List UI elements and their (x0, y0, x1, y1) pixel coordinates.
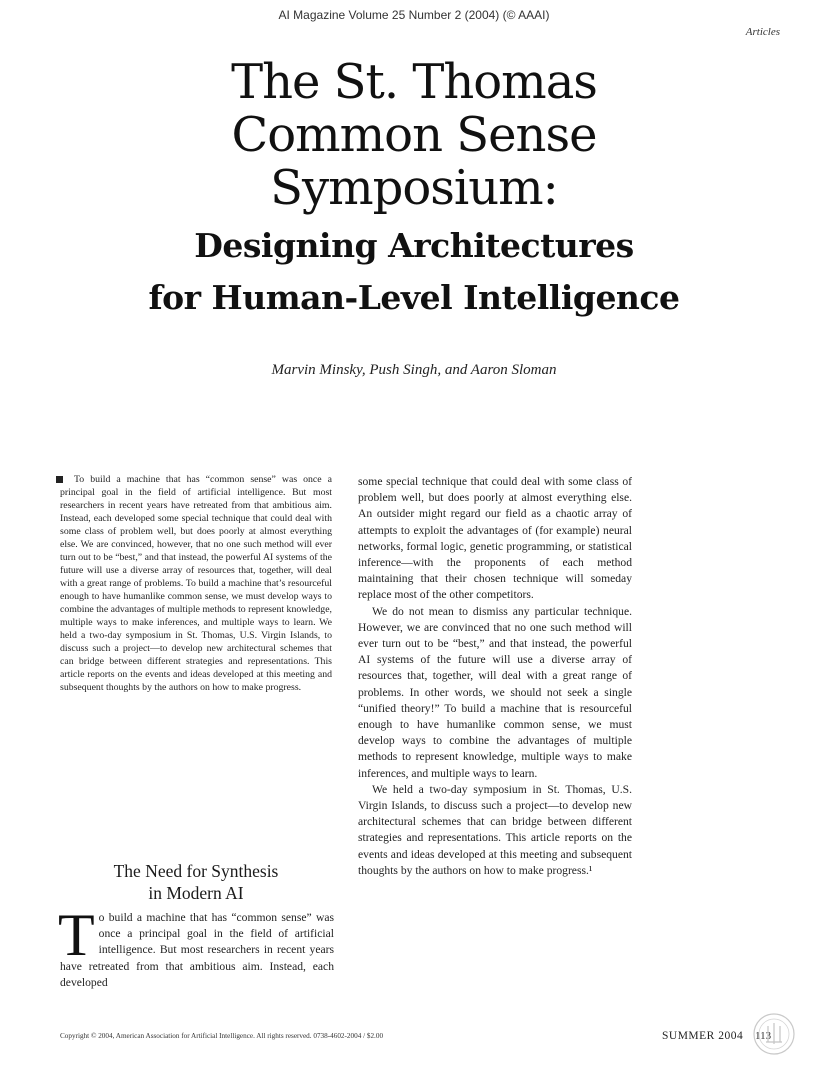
subtitle-line: Designing Architectures (194, 226, 634, 265)
body-paragraph: We do not mean to dismiss any particular technique. However, we are convinced that no one such method will ever turn out to be “best,” and that instead, the powerful AI systems of the future will use a diverse array of resources that, together, will deal with a great range of problems. In other words, we should not seek a single “unified theory!” To build a machine that is resourceful enough to have humanlike common sense, we must develop ways to combine the advantages of multiple methods to represent knowledge, multiple ways to make inferences, and multiple ways to learn. (358, 604, 632, 780)
subtitle-line: for Human-Level Intelligence (148, 278, 680, 317)
article-subtitle (0, 220, 828, 324)
copyright-notice: Copyright © 2004, American Association for Artificial Intelligence. All rights reserved. 0738-4602-2004 / $2.00 (60, 1032, 384, 1040)
issue-label: SUMMER 2004 (662, 1030, 744, 1042)
title-line: The St. Thomas (231, 54, 597, 110)
left-column-body (58, 902, 334, 991)
article-title (0, 56, 828, 215)
page-number: 113 (755, 1030, 772, 1042)
right-column-body (358, 474, 632, 879)
abstract (60, 473, 332, 694)
seal-watermark-icon (752, 1012, 796, 1056)
body-paragraph: o build a machine that has “common sense” was once a principal goal in the field of artificial intelligence. But most researchers in recent years have retreated from that ambitious aim. Instead, each developed (60, 911, 334, 989)
drop-cap: T (58, 902, 95, 968)
publication-line: AI Magazine Volume 25 Number 2 (2004) (© AAAI) (278, 8, 550, 22)
section-heading-line: in Modern AI (148, 883, 244, 903)
title-line: Common Sense (231, 107, 597, 163)
abstract-bullet-icon (56, 476, 63, 483)
body-paragraph: We held a two-day symposium in St. Thomas, U.S. Virgin Islands, to discuss such a project—to develop new architectural schemes that can bridge between different strategies and representations. This article reports on the events and ideas developed at this meeting and subsequent thoughts by the authors on how to make progress.¹ (358, 782, 632, 877)
author-byline: Marvin Minsky, Push Singh, and Aaron Sloman (271, 362, 557, 378)
section-heading-line: The Need for Synthesis (113, 861, 279, 881)
abstract-text: To build a machine that has “common sense” was once a principal goal in the field of artificial intelligence. But most researchers in recent years have retreated from that ambitious aim. Instead, each developed some special technique that could deal with some class of problem well, but does poorly at almost everything else. We are convinced, however, that no one such method will ever turn out to be “best,” and that instead, the powerful AI systems of the future will use a diverse array of resources that, together, will deal with a great range of problems. To build a machine that’s resourceful enough to have humanlike common sense, we must develop ways to combine the advantages of multiple methods to represent knowledge, multiple ways to make inferences, and multiple ways to learn. We held a two-day symposium in St. Thomas, U.S. Virgin Islands, to discuss such a project—to develop new architectural schemes that can bridge between different strategies and representations. This article reports on the events and ideas developed at this meeting and subsequent thoughts by the authors on how to make progress. (60, 474, 332, 693)
section-heading (60, 860, 332, 904)
title-line: Symposium: (270, 160, 558, 216)
body-paragraph: some special technique that could deal with some class of problem well, but does poorly at almost everything else. An outsider might regard our field as a chaotic array of attempts to exploit the advantages of (for example) neural networks, formal logic, genetic programming, or statistical inference—with the proponents of each method maintaining that their chosen technique will someday replace most of the other competitors. (358, 475, 632, 602)
section-label: Articles (745, 26, 780, 38)
